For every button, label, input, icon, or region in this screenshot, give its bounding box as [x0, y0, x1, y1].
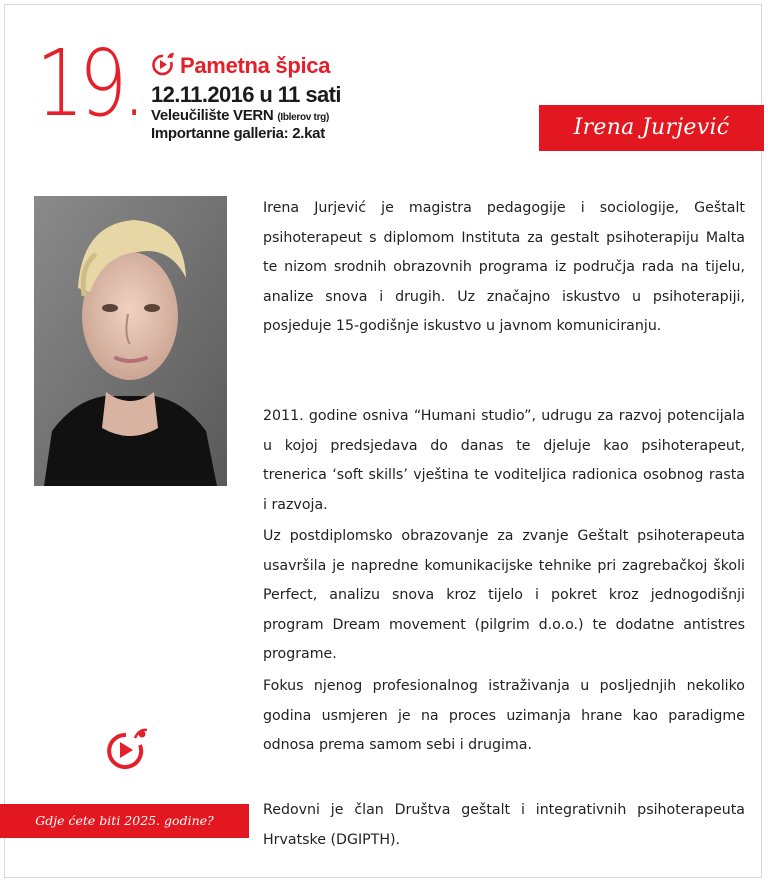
event-venue [151, 107, 329, 124]
play-swirl-icon [102, 727, 150, 777]
bio-paragraph-membership: Redovni je član Društva geštalt i integrativnih psihoterapeuta Hrvatske (DGIPTH). [263, 802, 745, 848]
play-swirl-icon [150, 52, 176, 80]
tagline-ribbon [0, 804, 249, 838]
tagline-text: Gdje ćete biti 2025. godine? [35, 813, 214, 828]
event-floor: Importanne galleria: 2.kat [151, 125, 325, 142]
speaker-portrait [34, 196, 227, 486]
event-date: 12.11.2016 u 11 sati [151, 82, 341, 107]
speaker-name-banner: Irena Jurjević [539, 105, 764, 151]
event-number: 19. [36, 30, 142, 137]
bio-paragraph-studio: 2011. godine osniva “Humani studio”, udrugu za razvoj potencijala u kojoj predsjedava do danas te djeluje kao psihoterapeut, trenerica ‘soft skills’ vještina te voditeljica radionica osobnog rasta i razvoja. [263, 408, 745, 513]
venue-name: Veleučilište VERN [151, 107, 274, 124]
venue-note: (Iblerov trg) [277, 112, 330, 123]
brand-header [150, 52, 330, 80]
brand-title: Pametna špica [180, 53, 331, 78]
bio-paragraph-research: Fokus njenog profesionalnog istraživanja u posljednjih nekoliko godina usmjeren je na proces uzimanja hrane kao paradigme odnosa prema samom sebi i drugima. [263, 678, 745, 753]
bio-paragraph-education: Irena Jurjević je magistra pedagogije i sociologije, Geštalt psihoterapeut s diplomom Instituta za gestalt psihoterapiju Malta te nizom srodnih obrazovnih programa iz područja rada na tijelu, analize snova i drugih. Uz značajno iskustvo u psihoterapiji, posjeduje 15-godišnje iskustvo u javnom komuniciranju. [263, 200, 745, 334]
bio-paragraph-training: Uz postdiplomsko obrazovanje za zvanje Geštalt psihoterapeuta usavršila je napredne komunikacijske tehnike pri zagrebačkoj školi Perfect, analizu snova kroz tijelo i pokret kroz jednogodišnji program Dream movement (pilgrim d.o.o.) te dodatne antistres programe. [263, 528, 745, 662]
